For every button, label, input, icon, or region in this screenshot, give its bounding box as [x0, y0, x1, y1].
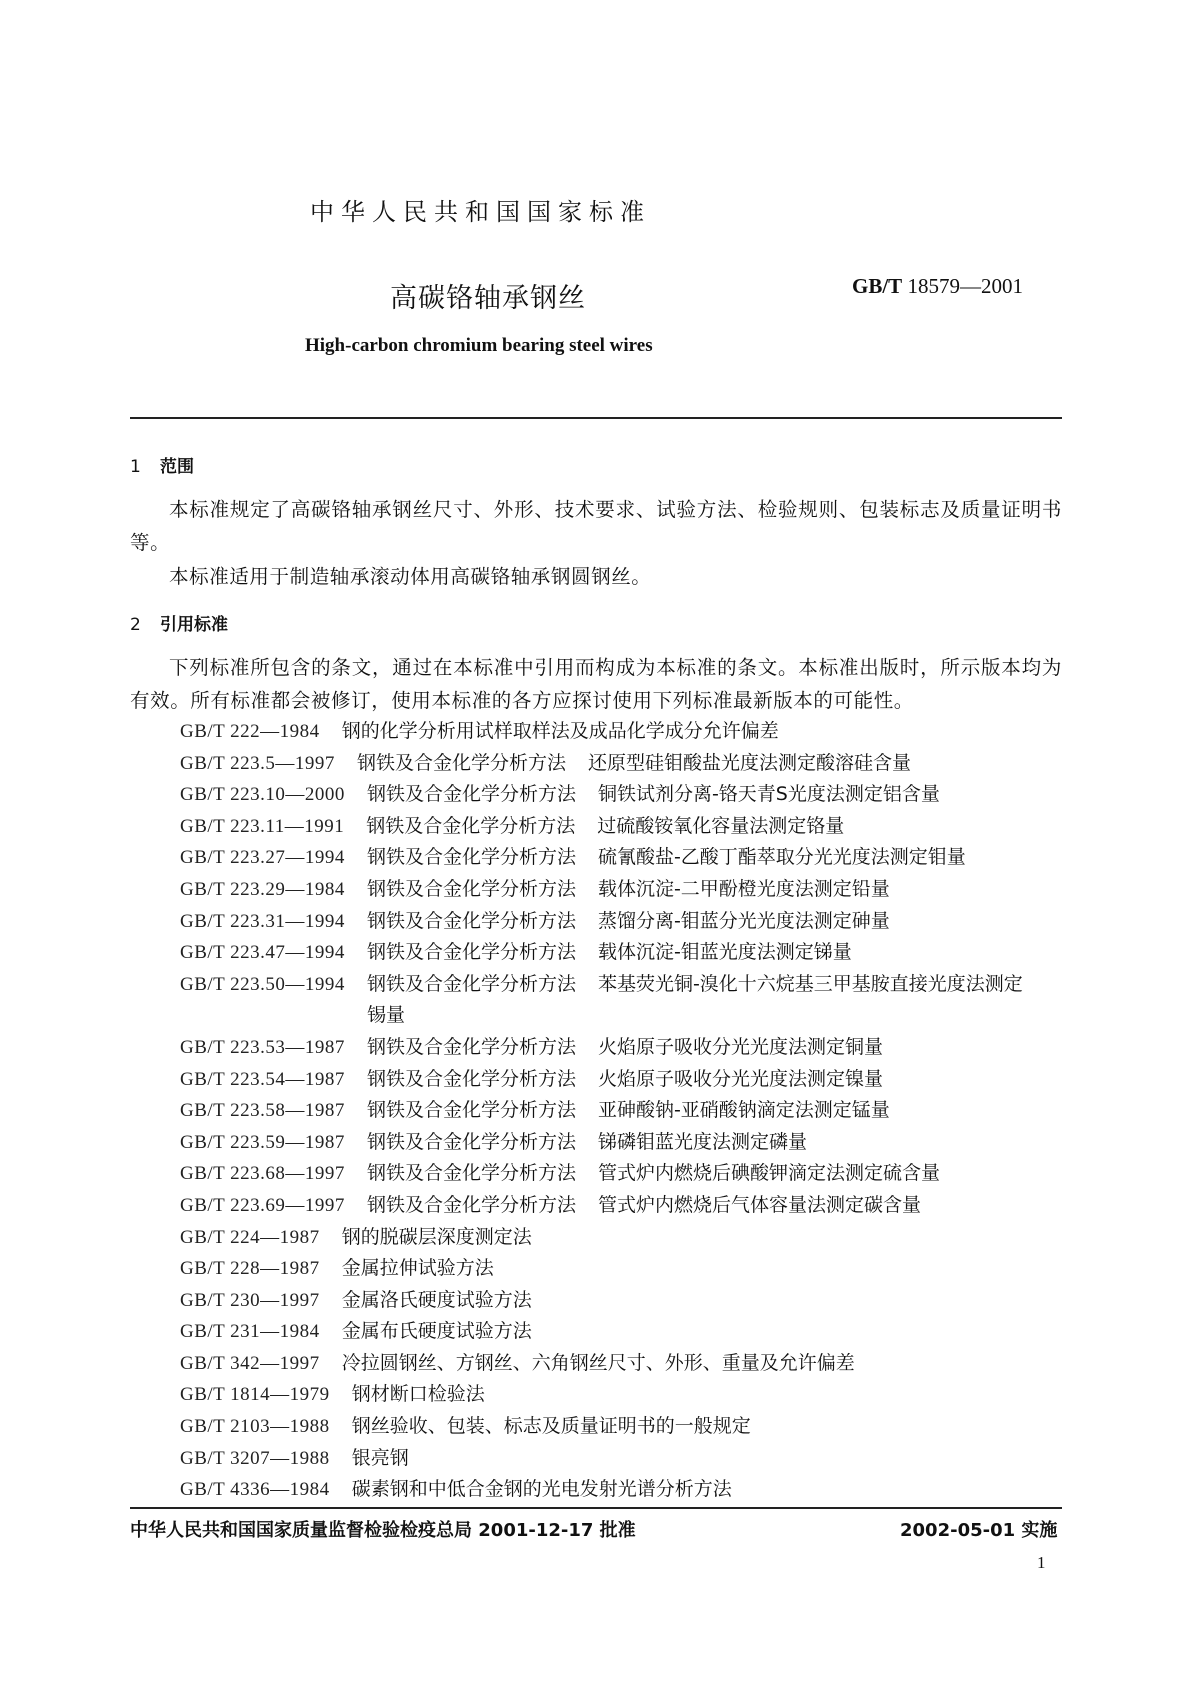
reference-title-part2: 苯基荧光铜-溴化十六烷基三甲基胺直接光度法测定锡量 — [366, 972, 1023, 1027]
scope-paragraph-2: 本标准适用于制造轴承滚动体用高碳铬轴承钢圆钢丝。 — [169, 565, 652, 588]
reference-code: GB/T 4336—1984 — [180, 1479, 330, 1501]
reference-code: GB/T 223.53—1987 — [180, 1036, 345, 1058]
reference-item — [180, 842, 1065, 874]
reference-title-part2: 亚砷酸钠-亚硝酸钠滴定法测定锰量 — [597, 1099, 890, 1122]
reference-title-part1: 金属洛氏硬度试验方法 — [341, 1288, 532, 1311]
reference-item — [180, 1474, 1065, 1506]
reference-title-part2: 管式炉内燃烧后碘酸钾滴定法测定硫含量 — [597, 1162, 940, 1185]
reference-item — [180, 1222, 1065, 1254]
reference-title-part1: 钢铁及合金化学分析方法 — [366, 941, 576, 964]
reference-code: GB/T 223.29—1984 — [180, 878, 345, 900]
reference-item — [180, 1411, 1065, 1443]
approval-text: 中华人民共和国国家质量监督检验检疫总局 2001-12-17 批准 — [130, 1520, 636, 1541]
reference-item — [180, 937, 1065, 969]
page-number: 1 — [1037, 1553, 1046, 1572]
reference-title-part1: 钢的化学分析用试样取样法及成品化学成分允许偏差 — [341, 720, 779, 742]
reference-title-part2: 蒸馏分离-钼蓝分光光度法测定砷量 — [597, 909, 890, 932]
reference-title-part1: 钢铁及合金化学分析方法 — [356, 751, 566, 774]
header-divider — [130, 417, 1062, 419]
reference-item — [180, 1032, 1065, 1064]
reference-item — [180, 748, 1065, 780]
reference-code: GB/T 224—1987 — [180, 1226, 320, 1248]
reference-item — [180, 1379, 1065, 1411]
reference-item — [180, 1348, 1065, 1380]
references-intro: 下列标准所包含的条文，通过在本标准中引用而构成为本标准的条文。本标准出版时，所示版本均为有效。所有标准都会被修订，使用本标准的各方应探讨使用下列标准最新版本的可能性。 — [130, 656, 1062, 712]
reference-title-part2: 过硫酸铵氧化容量法测定铬量 — [597, 814, 845, 837]
reference-code: GB/T 223.5—1997 — [180, 752, 335, 774]
reference-item — [180, 1443, 1065, 1475]
reference-code: GB/T 222—1984 — [180, 721, 320, 742]
reference-title-part1: 钢铁及合金化学分析方法 — [366, 1099, 576, 1122]
reference-code: GB/T 231—1984 — [180, 1321, 320, 1343]
reference-item — [180, 811, 1065, 843]
english-title: High-carbon chromium bearing steel wires — [305, 335, 653, 356]
section-number: 1 — [130, 457, 141, 477]
reference-item — [180, 779, 1065, 811]
reference-code: GB/T 223.59—1987 — [180, 1131, 345, 1153]
reference-code: GB/T 230—1997 — [180, 1289, 320, 1311]
reference-title-part1: 冷拉圆钢丝、方钢丝、六角钢丝尺寸、外形、重量及允许偏差 — [341, 1351, 855, 1374]
reference-title-part2: 火焰原子吸收分光光度法测定铜量 — [597, 1035, 883, 1058]
reference-item — [180, 1285, 1065, 1317]
reference-title-part1: 钢铁及合金化学分析方法 — [366, 846, 576, 869]
reference-title-part1: 钢铁及合金化学分析方法 — [366, 1035, 576, 1058]
reference-title-part1: 金属布氏硬度试验方法 — [341, 1320, 532, 1343]
reference-title — [367, 969, 1027, 1032]
reference-title-part2: 管式炉内燃烧后气体容量法测定碳含量 — [597, 1193, 921, 1216]
reference-item — [180, 1127, 1065, 1159]
reference-title-part1: 钢材断口检验法 — [351, 1383, 485, 1406]
standard-number — [852, 274, 1023, 299]
reference-code: GB/T 3207—1988 — [180, 1447, 330, 1469]
reference-code: GB/T 223.54—1987 — [180, 1068, 345, 1090]
reference-title-part1: 金属拉伸试验方法 — [341, 1257, 494, 1280]
section-number: 2 — [130, 615, 141, 635]
reference-title-part2: 硫氰酸盐-乙酸丁酯萃取分光光度法测定钼量 — [597, 846, 966, 869]
standard-title: 高碳铬轴承钢丝 — [390, 283, 586, 314]
reference-item — [180, 1158, 1065, 1190]
reference-title-part2: 还原型硅钼酸盐光度法测定酸溶硅含量 — [587, 751, 911, 774]
reference-item — [180, 1095, 1065, 1127]
reference-code: GB/T 223.11—1991 — [180, 815, 345, 837]
reference-title-part1: 钢铁及合金化学分析方法 — [366, 1130, 576, 1153]
reference-item — [180, 1316, 1065, 1348]
reference-code: GB/T 223.58—1987 — [180, 1100, 345, 1122]
reference-code: GB/T 2103—1988 — [180, 1416, 330, 1438]
reference-code: GB/T 223.10—2000 — [180, 784, 345, 806]
reference-title-part1: 钢铁及合金化学分析方法 — [366, 877, 576, 900]
reference-title-part1: 钢铁及合金化学分析方法 — [366, 783, 576, 806]
reference-code: GB/T 223.69—1997 — [180, 1194, 345, 1216]
reference-item — [180, 874, 1065, 906]
reference-code: GB/T 223.50—1994 — [180, 973, 345, 995]
reference-item — [180, 969, 1065, 1032]
reference-item — [180, 1190, 1065, 1222]
reference-item — [180, 716, 1065, 748]
reference-title-part2: 火焰原子吸收分光光度法测定镍量 — [597, 1067, 883, 1090]
reference-title-part1: 钢铁及合金化学分析方法 — [366, 909, 576, 932]
section-title: 引用标准 — [160, 615, 228, 635]
reference-title-part2: 载体沉淀-二甲酚橙光度法测定铅量 — [597, 877, 890, 900]
reference-title-part1: 钢铁及合金化学分析方法 — [366, 1162, 576, 1185]
standard-code: 18579—2001 — [907, 274, 1023, 298]
reference-title-part1: 碳素钢和中低合金钢的光电发射光谱分析方法 — [351, 1478, 732, 1501]
reference-title-part2: 载体沉淀-钼蓝光度法测定锑量 — [597, 941, 852, 964]
section-1-heading — [130, 452, 194, 477]
reference-code: GB/T 223.47—1994 — [180, 942, 345, 964]
reference-list — [180, 716, 1065, 1506]
reference-code: GB/T 1814—1979 — [180, 1384, 330, 1406]
reference-code: GB/T 342—1997 — [180, 1352, 320, 1374]
reference-code: GB/T 223.31—1994 — [180, 910, 345, 932]
reference-title-part2: 铜铁试剂分离-铬天青S光度法测定铝含量 — [597, 783, 940, 806]
scope-paragraph-1: 本标准规定了高碳铬轴承钢丝尺寸、外形、技术要求、试验方法、检验规则、包装标志及质量证明书等。 — [130, 498, 1062, 554]
reference-item — [180, 1064, 1065, 1096]
section-title: 范围 — [160, 457, 194, 477]
reference-title-part2: 锑磷钼蓝光度法测定磷量 — [597, 1130, 807, 1153]
section-2-heading — [130, 610, 228, 635]
standard-prefix: GB/T — [852, 274, 903, 298]
reference-item — [180, 906, 1065, 938]
reference-title-part1: 银亮钢 — [351, 1446, 409, 1469]
reference-title-part1: 钢的脱碳层深度测定法 — [341, 1225, 532, 1248]
reference-title-part1: 钢铁及合金化学分析方法 — [366, 1193, 576, 1216]
reference-title-part1: 钢铁及合金化学分析方法 — [366, 972, 576, 995]
reference-code: GB/T 228—1987 — [180, 1258, 320, 1280]
effective-date: 2002-05-01 实施 — [900, 1520, 1058, 1541]
national-standard-heading: 中华人民共和国国家标准 — [310, 198, 651, 226]
reference-title-part1: 钢丝验收、包装、标志及质量证明书的一般规定 — [351, 1415, 751, 1438]
reference-title-part1: 钢铁及合金化学分析方法 — [366, 1067, 576, 1090]
reference-code: GB/T 223.27—1994 — [180, 847, 345, 869]
reference-code: GB/T 223.68—1997 — [180, 1163, 345, 1185]
reference-title-part1: 钢铁及合金化学分析方法 — [366, 814, 576, 837]
footer-divider — [130, 1507, 1062, 1509]
reference-item — [180, 1253, 1065, 1285]
